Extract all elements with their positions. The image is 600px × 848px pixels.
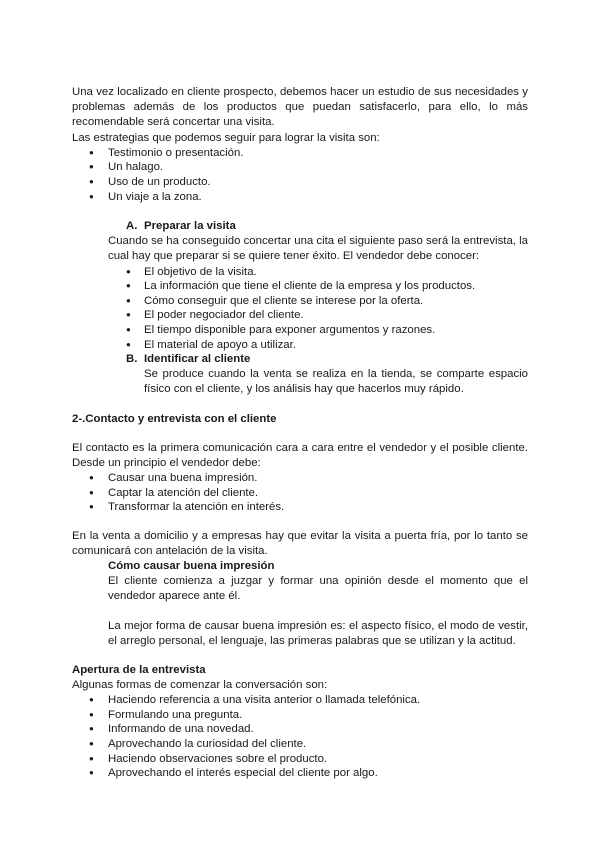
strategies-intro: Las estrategias que podemos seguir para lograr la visita son: — [72, 131, 380, 144]
section-b-paragraph: Se produce cuando la venta se realiza en la tienda, se comparte espacio físico con el cliente, y los análisis hay que hacerlos muy rápido. — [144, 368, 528, 396]
list-item: ● La información que tiene el cliente de la empresa y los productos. — [72, 279, 528, 294]
section-b-letter: B. — [126, 353, 138, 366]
list-item: ● Testimonio o presentación. — [72, 146, 528, 161]
strategies-list — [72, 146, 528, 204]
list-item: ● Aprovechando el interés especial del cliente por algo. — [72, 766, 528, 781]
section-a-paragraph: Cuando se ha conseguido concertar una cita el siguiente paso será la entrevista, la cual hay que preparar si se quiere tener éxito. El vendedor debe conocer: — [108, 235, 528, 263]
list-item: ● Aprovechando la curiosidad del cliente. — [72, 737, 528, 752]
list-item: ● El objetivo de la visita. — [72, 265, 528, 280]
section-a-letter: A. — [126, 220, 138, 233]
apertura-list — [72, 693, 528, 781]
list-item: ● El material de apoyo a utilizar. — [72, 338, 528, 353]
section-a-title: Preparar la visita — [144, 220, 236, 233]
document-page — [72, 85, 528, 781]
list-item: ● Causar una buena impresión. — [72, 471, 528, 486]
list-item: ● Haciendo referencia a una visita anterior o llamada telefónica. — [72, 693, 528, 708]
list-item: ● Uso de un producto. — [72, 175, 528, 190]
section-2-paragraph-2: En la venta a domicilio y a empresas hay que evitar la visita a puerta fría, por lo tanto se comunicará con antelación de la visita. — [72, 529, 528, 557]
impresion-paragraph-1: El cliente comienza a juzgar y formar una opinión desde el momento que el vendedor aparece ante él. — [108, 575, 528, 603]
list-item: ● Un halago. — [72, 160, 528, 175]
apertura-heading: Apertura de la entrevista — [72, 663, 206, 676]
section-a-list — [72, 265, 528, 353]
impresion-paragraph-2: La mejor forma de causar buena impresión es: el aspecto físico, el modo de vestir, el arreglo personal, el lenguaje, las primeras palabras que se utilizan y la actitud. — [108, 619, 528, 647]
list-item: ● El tiempo disponible para exponer argumentos y razones. — [72, 323, 528, 338]
intro-paragraph: Una vez localizado en cliente prospecto, debemos hacer un estudio de sus necesidades y problemas además de los productos que puedan satisfacerlo, para ello, lo más recomendable será concertar una visita. — [72, 86, 528, 129]
apertura-intro: Algunas formas de comenzar la conversación son: — [72, 678, 328, 691]
list-item: ● Cómo conseguir que el cliente se interese por la oferta. — [72, 294, 528, 309]
list-item: ● Informando de una novedad. — [72, 722, 528, 737]
section-2-list — [72, 471, 528, 515]
list-item: ● Un viaje a la zona. — [72, 190, 528, 205]
section-2-heading: 2-.Contacto y entrevista con el cliente — [72, 412, 277, 425]
section-b-heading — [72, 352, 528, 367]
section-a-heading — [72, 219, 528, 234]
list-item: ● Formulando una pregunta. — [72, 708, 528, 723]
section-2-paragraph: El contacto es la primera comunicación cara a cara entre el vendedor y el posible cliente. Desde un principio el vendedor debe: — [72, 441, 528, 469]
list-item: ● Captar la atención del cliente. — [72, 486, 528, 501]
impresion-heading: Cómo causar buena impresión — [108, 560, 275, 573]
list-item: ● Haciendo observaciones sobre el producto. — [72, 752, 528, 767]
section-b-title: Identificar al cliente — [144, 353, 251, 366]
list-item: ● El poder negociador del cliente. — [72, 308, 528, 323]
list-item: ● Transformar la atención en interés. — [72, 500, 528, 515]
